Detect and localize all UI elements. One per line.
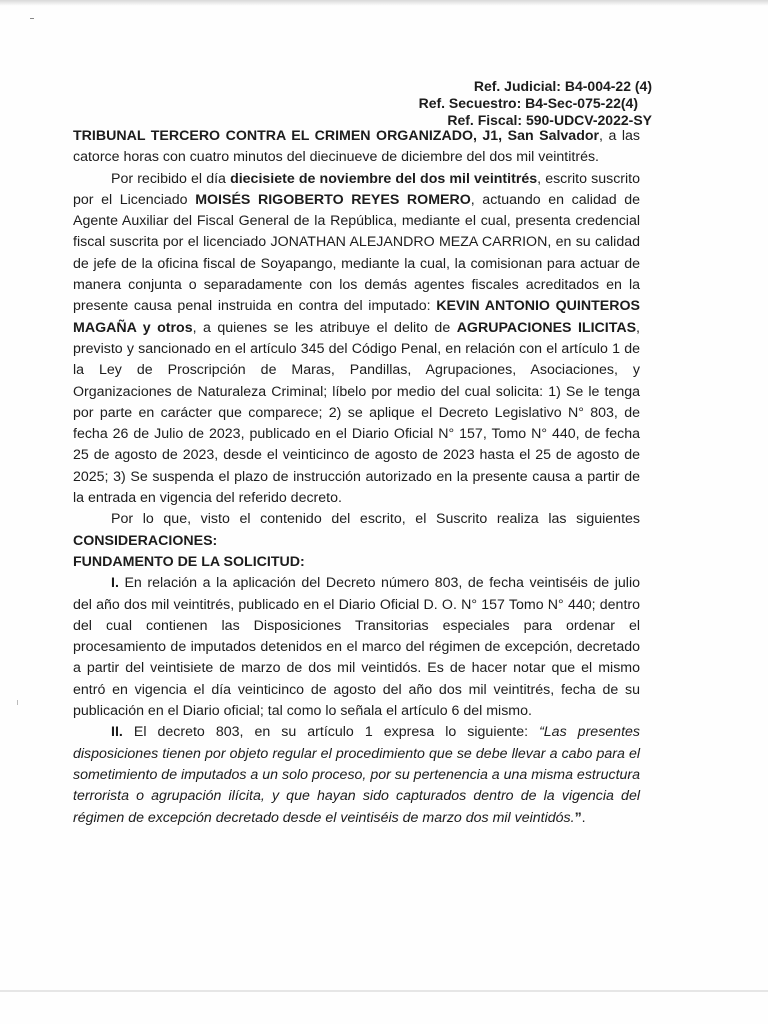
text-run: Por recibido el día xyxy=(111,170,231,187)
defendant-name: KEVIN ANTONIO QUINTEROS MAGAÑA y otros xyxy=(73,298,640,336)
ref-fiscal: Ref. Fiscal: 590-UDCV-2022-SY xyxy=(447,112,652,128)
decree-quote: “Las presentes disposiciones tienen por objeto regular el procedimiento que se debe llevar a cabo para el sometimiento de imputados a un solo proceso, por su pertenencia a una misma estructura terrorista o agrupación ilícita, y que hayan sido capturados dentro de la vigencia del régimen de excepción decretado desde el veintiséis de marzo dos mil veintidós. xyxy=(73,724,641,826)
paragraph-two xyxy=(73,722,640,828)
court-name: TRIBUNAL TERCERO CONTRA EL CRIMEN ORGANIZADO, J1, San Salvador xyxy=(73,128,600,144)
text-run: Por lo que, visto el contenido del escrito, el Suscrito realiza las siguientes xyxy=(111,511,640,528)
roman-numeral: II. xyxy=(111,724,123,741)
attorney-name: MOISÉS RIGOBERTO REYES ROMERO xyxy=(195,191,471,208)
paragraph-considerations xyxy=(73,509,640,552)
reference-block xyxy=(419,78,652,129)
scan-speck xyxy=(17,700,18,705)
scan-speck xyxy=(30,18,34,19)
document-body xyxy=(73,126,640,829)
text-run: El decreto 803, en su artículo 1 expresa lo siguiente: xyxy=(122,724,540,741)
date-received: diecisiete de noviembre del dos mil veintitrés xyxy=(230,170,538,187)
offense-name: AGRUPACIONES ILICITAS xyxy=(456,319,637,336)
text-run: , escrito suscrito por el Licenciado xyxy=(73,170,640,208)
text-run: , a quienes se les atribuye el delito de xyxy=(192,319,457,336)
ref-secuestro: Ref. Secuestro: B4-Sec-075-22(4) xyxy=(418,95,638,111)
text-run: En relación a la aplicación del Decreto número 803, de fecha veintiséis de julio del año dos mil veintitrés, publicado en el Diario Oficial D. O. N° 157 Tomo N° 440; dentro del cual contienen las Disposiciones Transitorias especiales para ordenar el procesamiento de imputados detenidos en el marco del régimen de excepción, decretado a partir del veintisiete de marzo de dos mil veintidós. Es de hacer notar que el mismo entró en vigencia el día veinticinco de agosto del año dos mil veintitrés, fecha de su publicación en el Diario oficial; tal como lo señala el artículo 6 del mismo. xyxy=(73,575,640,720)
section-heading: FUNDAMENTO DE LA SOLICITUD: xyxy=(73,553,305,570)
text-run: . xyxy=(581,809,586,826)
text-run: , actuando en calidad de Agente Auxiliar del Fiscal General de la República, mediante el cual, presenta credencial fiscal suscrita por el licenciado JONATHAN ALEJANDRO MEZA CARRION, en su calidad de jefe de la oficina fiscal de Soyapango, mediante la cual, la comisionan para actuar de manera conjunta o separadamente con los demás agentes fiscales acreditados en la presente causa penal instruida en contra del imputado: xyxy=(73,191,640,315)
text-run: , previsto y sancionado en el artículo 345 del Código Penal, en relación con el artículo 1 de la Ley de Proscripción de Maras, Pandillas, Agrupaciones, Asociaciones, y Organizaciones de Naturaleza Criminal; líbelo por medio del cual solicita: 1) Se le tenga por parte en carácter que comparece; 2) se aplique el Decreto Legislativo N° 803, de fecha 26 de Julio de 2023, publicado en el Diario Oficial N° 157, Tomo N° 440, de fecha 25 de agosto de 2023, desde el veinticinco de agosto de 2023 hasta el 25 de agosto de 2025; 3) Se suspenda el plazo de instrucción autorizado en la presente causa a partir de la entrada en vigencia del referido decreto. xyxy=(73,319,640,507)
paragraph-one xyxy=(73,573,640,722)
ref-judicial: Ref. Judicial: B4-004-22 (4) xyxy=(473,78,652,94)
intro-text: , a las catorce horas con cuatro minutos del diecinueve de diciembre del dos mil veintitrés. xyxy=(73,128,640,166)
intro-paragraph xyxy=(73,126,640,169)
scan-bottom-edge xyxy=(0,990,768,992)
closing-quote-mark: ” xyxy=(574,809,582,826)
paragraph-received xyxy=(73,169,640,510)
considerations-label: CONSIDERACIONES: xyxy=(73,532,218,549)
roman-numeral: I. xyxy=(111,575,119,592)
scan-top-edge xyxy=(0,0,768,6)
